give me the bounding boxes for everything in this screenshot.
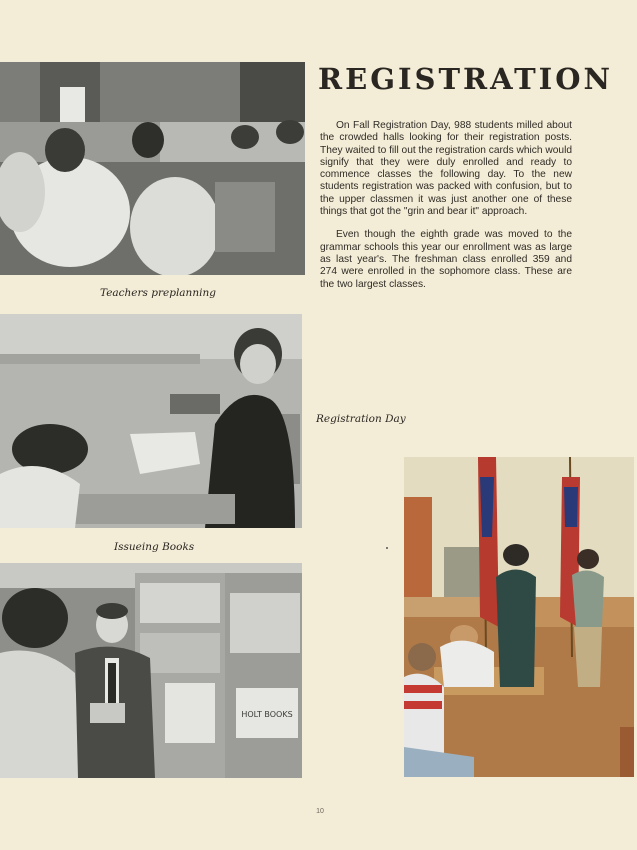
page-number: 10 — [316, 808, 324, 815]
article-body — [320, 120, 572, 302]
photo-book-room — [0, 563, 302, 778]
holt-books-sign: HOLT BOOKS — [241, 710, 293, 719]
photo-teachers-preplanning — [0, 62, 305, 275]
photo-issueing-books — [0, 314, 302, 528]
caption-teachers-preplanning: Teachers preplanning — [100, 287, 216, 299]
caption-registration-day: Registration Day — [316, 413, 406, 425]
paragraph-registration-day: On Fall Registration Day, 988 students milled about the crowded halls looking for their registration posts. They waited to fill out the registration cards which would signify that they were duly enrolled and ready to commence classes the following day. To the new students registration was packed with confusion, but to the upper classmen it was just another one of these things that got the "grin and bear it" approach. — [320, 120, 572, 218]
page-title: REGISTRATION — [318, 62, 613, 96]
paragraph-enrollment: Even though the eighth grade was moved to the grammar schools this year our enrollment was as large as last year's. The freshman class enrolled 359 and 274 were enrolled in the sophomore class. These are the two largest classes. — [320, 229, 572, 290]
stray-mark — [386, 547, 388, 549]
photo-registration-day — [404, 457, 634, 777]
caption-issueing-books: Issueing Books — [114, 541, 195, 553]
